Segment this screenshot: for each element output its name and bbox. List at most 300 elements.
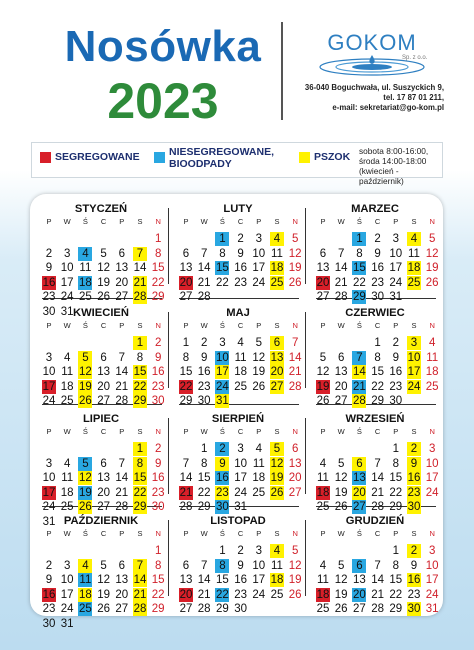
day-cell: 3 <box>219 337 226 349</box>
weekday-header: W <box>337 217 345 226</box>
day-cell: 26 <box>316 395 330 408</box>
day-cell: 13 <box>97 366 110 379</box>
weekday-header: P <box>183 427 189 436</box>
day-cell: 19 <box>78 486 92 499</box>
header <box>0 0 474 140</box>
day-cell: 11 <box>252 457 265 470</box>
day-cell: 10 <box>425 457 439 470</box>
weekday-header: Ś <box>82 217 88 226</box>
day-cell: 12 <box>316 366 330 379</box>
day-cell: 2 <box>237 233 244 245</box>
day-cell: 21 <box>115 486 129 499</box>
day-cell: 20 <box>115 588 129 601</box>
day-cell: 3 <box>255 233 262 245</box>
legend-pszok-label: PSZOK <box>314 151 351 163</box>
day-cell: 9 <box>392 351 399 364</box>
month-block <box>170 404 306 514</box>
day-cell: 2 <box>374 233 381 245</box>
day-cell: 30 <box>42 306 56 318</box>
weekday-header: S <box>274 217 280 226</box>
calendar-card <box>30 194 443 630</box>
day-cell: 3 <box>255 545 262 557</box>
day-cell: 16 <box>371 262 384 275</box>
day-cell: 4 <box>63 351 71 364</box>
day-cell: 12 <box>252 351 266 364</box>
weekday-header: N <box>155 427 161 436</box>
day-cell: 11 <box>426 351 439 364</box>
day-cell: 16 <box>197 366 211 379</box>
day-cell: 9 <box>215 457 229 471</box>
day-cell: 13 <box>115 574 129 587</box>
day-cell: 7 <box>200 559 208 572</box>
day-cell: 13 <box>179 262 193 275</box>
day-cell: 8 <box>374 351 381 364</box>
day-cell: 18 <box>425 366 439 379</box>
legend-pszok <box>299 151 350 163</box>
day-cell: 16 <box>215 472 229 485</box>
day-cell: 27 <box>115 291 129 304</box>
day-cell: 15 <box>197 472 211 485</box>
day-cell: 7 <box>337 247 345 260</box>
day-cell: 27 <box>288 486 302 499</box>
day-cell: 13 <box>179 574 193 587</box>
weekday-header: W <box>63 217 71 226</box>
weekday-header: N <box>155 217 161 226</box>
page-title: Nosówka <box>64 22 262 71</box>
day-cell: 30 <box>42 618 56 630</box>
day-cell: 30 <box>151 501 165 514</box>
weekday-header: N <box>292 217 298 226</box>
day-cell: 24 <box>60 291 74 304</box>
day-cell: 11 <box>234 351 247 364</box>
day-cell: 30 <box>407 603 421 616</box>
month-name: MARZEC <box>351 203 399 215</box>
day-cell: 26 <box>252 380 266 393</box>
day-cell: 4 <box>270 232 284 246</box>
day-cell: 23 <box>234 588 247 601</box>
day-cell: 21 <box>133 588 147 601</box>
day-cell: 18 <box>407 262 421 275</box>
weekday-header: P <box>183 321 189 330</box>
day-cell: 22 <box>179 380 193 393</box>
day-cell: 18 <box>270 262 284 275</box>
weekday-header: Ś <box>82 529 88 538</box>
blue-swatch <box>154 152 165 163</box>
weekday-header: Ś <box>219 529 225 538</box>
day-cell: 4 <box>428 337 436 349</box>
day-cell: 10 <box>215 351 229 364</box>
weekday-header: W <box>200 427 208 436</box>
day-cell: 19 <box>97 276 110 289</box>
weekday-header: C <box>374 427 381 436</box>
day-cell: 1 <box>392 545 399 557</box>
weekday-header: N <box>292 321 298 330</box>
day-cell: 1 <box>219 545 226 557</box>
day-cell: 18 <box>270 574 284 587</box>
day-cell: 7 <box>200 247 208 260</box>
day-cell: 5 <box>319 351 327 364</box>
day-cell: 15 <box>215 262 229 275</box>
day-cell: 11 <box>79 262 92 275</box>
day-cell: 1 <box>352 232 366 246</box>
month-block <box>170 194 306 304</box>
day-cell: 16 <box>389 366 403 379</box>
day-cell: 6 <box>182 559 190 572</box>
day-cell: 20 <box>270 366 284 379</box>
weekday-header: S <box>411 321 417 330</box>
day-cell: 12 <box>288 247 302 260</box>
day-cell: 18 <box>316 588 330 601</box>
day-cell: 24 <box>407 380 421 393</box>
month-block <box>307 194 443 304</box>
weekday-header: C <box>100 321 107 330</box>
month-block <box>307 506 443 616</box>
weekday-header: C <box>237 217 244 226</box>
day-cell: 9 <box>45 574 53 587</box>
weekday-header: C <box>237 321 244 330</box>
day-cell: 15 <box>352 262 366 275</box>
day-cell: 11 <box>61 366 74 379</box>
day-cell: 19 <box>97 588 110 601</box>
day-cell: 16 <box>42 588 56 601</box>
day-cell: 4 <box>63 457 71 470</box>
weekday-header: P <box>256 217 262 226</box>
weekday-header: P <box>256 529 262 538</box>
day-cell: 6 <box>118 247 125 260</box>
day-cell: 6 <box>100 351 107 364</box>
day-cell: 23 <box>215 486 229 499</box>
water-wave-icon <box>312 55 432 79</box>
day-cell: 6 <box>270 336 284 350</box>
day-cell: 10 <box>60 262 74 275</box>
address-text: 36-040 Boguchwała, ul. Suszyckich 9, <box>304 83 444 92</box>
day-cell: 15 <box>389 574 403 587</box>
day-cell: 13 <box>288 457 302 470</box>
day-cell: 16 <box>234 574 247 587</box>
day-cell: 12 <box>270 457 284 470</box>
weekday-header: P <box>46 427 52 436</box>
day-cell: 14 <box>334 262 348 275</box>
day-cell: 26 <box>334 603 348 616</box>
day-cell: 20 <box>97 380 110 393</box>
day-cell: 23 <box>151 486 165 499</box>
day-cell: 16 <box>234 262 247 275</box>
day-cell: 17 <box>425 472 439 485</box>
day-cell: 4 <box>270 544 284 558</box>
weekday-header: P <box>320 427 326 436</box>
day-cell: 27 <box>115 603 129 616</box>
day-cell: 24 <box>234 486 247 499</box>
day-cell: 28 <box>352 395 366 408</box>
day-cell: 2 <box>407 442 421 456</box>
contact-info <box>288 83 444 113</box>
day-cell: 27 <box>270 380 284 393</box>
day-cell: 9 <box>154 351 162 364</box>
weekday-header: N <box>155 321 161 330</box>
hours-line2: środa 14:00-18:00 <box>359 156 427 166</box>
day-cell: 31 <box>60 618 74 630</box>
month-name: LUTY <box>223 203 253 215</box>
weekday-header: Ś <box>356 529 362 538</box>
weekday-header: C <box>237 529 244 538</box>
day-cell: 7 <box>352 351 366 365</box>
weekday-header: N <box>155 529 161 538</box>
weekday-header: S <box>137 529 143 538</box>
day-cell: 19 <box>288 262 302 275</box>
day-cell: 3 <box>63 247 71 260</box>
day-cell: 17 <box>425 574 439 587</box>
day-cell: 14 <box>352 366 366 379</box>
day-cell: 12 <box>334 472 348 485</box>
weekday-header: S <box>274 321 280 330</box>
day-cell: 23 <box>151 380 165 393</box>
day-cell: 19 <box>316 380 330 393</box>
day-cell: 30 <box>197 395 211 408</box>
day-cell: 6 <box>182 247 190 260</box>
day-cell: 22 <box>151 276 165 289</box>
day-cell: 27 <box>352 603 366 616</box>
day-cell: 17 <box>60 276 74 289</box>
day-cell: 15 <box>179 366 193 379</box>
day-cell: 11 <box>317 472 329 485</box>
day-cell: 7 <box>133 247 147 261</box>
hours-line3: (kwiecień - październik) <box>359 166 404 186</box>
day-cell: 3 <box>237 443 244 455</box>
weekday-header: P <box>393 321 399 330</box>
legend-segregated <box>40 151 140 163</box>
day-cell: 27 <box>97 395 110 408</box>
pszok-hours <box>359 146 442 186</box>
day-cell: 23 <box>389 380 403 393</box>
day-cell: 3 <box>45 457 53 470</box>
month-block <box>33 506 169 630</box>
day-cell: 29 <box>389 603 403 616</box>
month-block <box>170 298 306 408</box>
legend-unsegregated-line2: BIOODPADY <box>169 158 232 170</box>
day-cell: 27 <box>334 395 348 408</box>
day-cell: 20 <box>352 588 366 601</box>
legend-unsegregated <box>154 146 274 170</box>
month-block <box>170 506 306 616</box>
year-label: 2023 <box>107 73 219 129</box>
weekday-header: S <box>274 427 280 436</box>
day-cell: 16 <box>407 472 421 485</box>
weekday-header: N <box>429 427 435 436</box>
day-cell: 14 <box>371 472 384 485</box>
weekday-header: P <box>46 321 52 330</box>
day-cell: 21 <box>133 276 147 289</box>
day-cell: 5 <box>428 233 436 245</box>
weekday-header: C <box>100 217 107 226</box>
month-block <box>307 298 443 408</box>
day-cell: 20 <box>179 276 193 289</box>
weekday-header: P <box>320 321 326 330</box>
header-divider <box>281 22 283 120</box>
day-cell: 29 <box>215 603 229 616</box>
day-cell: 6 <box>337 351 345 364</box>
weekday-header: Ś <box>219 217 225 226</box>
day-cell: 24 <box>389 276 403 289</box>
day-cell: 27 <box>97 501 110 514</box>
day-cell: 8 <box>182 351 190 364</box>
day-cell: 6 <box>352 559 366 573</box>
day-cell: 6 <box>319 247 327 260</box>
day-cell: 14 <box>115 366 129 379</box>
day-cell: 1 <box>392 443 399 455</box>
weekday-header: W <box>63 321 71 330</box>
day-cell: 2 <box>200 337 208 349</box>
day-cell: 27 <box>179 291 193 304</box>
day-cell: 8 <box>215 559 229 573</box>
month-block <box>307 404 443 514</box>
day-cell: 26 <box>78 395 92 408</box>
weekday-header: S <box>137 427 143 436</box>
day-cell: 24 <box>425 588 439 601</box>
day-cell: 22 <box>215 276 229 289</box>
day-cell: 24 <box>252 276 266 289</box>
day-cell: 23 <box>234 276 247 289</box>
day-cell: 5 <box>100 247 107 260</box>
day-cell: 12 <box>97 262 110 275</box>
day-cell: 23 <box>407 486 421 499</box>
day-cell: 20 <box>97 486 110 499</box>
day-cell: 14 <box>115 472 129 485</box>
day-cell: 29 <box>179 395 193 408</box>
day-cell: 3 <box>407 336 421 350</box>
day-cell: 4 <box>319 559 327 572</box>
day-cell: 14 <box>197 574 211 587</box>
day-cell: 2 <box>45 559 53 572</box>
month-name: PAŹDZIERNIK <box>63 515 139 527</box>
day-cell: 1 <box>182 337 190 349</box>
day-cell: 17 <box>407 366 421 379</box>
day-cell: 16 <box>151 366 165 379</box>
day-cell: 21 <box>288 366 302 379</box>
day-cell: 28 <box>371 501 384 514</box>
weekday-header: P <box>256 427 262 436</box>
day-cell: 18 <box>234 366 247 379</box>
day-cell: 2 <box>407 544 421 558</box>
day-cell: 27 <box>316 291 330 304</box>
day-cell: 29 <box>151 603 165 616</box>
weekday-header: N <box>292 529 298 538</box>
red-swatch <box>40 152 51 163</box>
day-cell: 24 <box>252 588 266 601</box>
day-cell: 15 <box>215 574 229 587</box>
weekday-header: W <box>63 427 71 436</box>
day-cell: 29 <box>371 395 384 408</box>
day-cell: 28 <box>115 395 129 408</box>
day-cell: 19 <box>288 574 302 587</box>
day-cell: 9 <box>237 247 244 260</box>
month-block <box>33 298 169 408</box>
legend <box>31 142 443 186</box>
day-cell: 13 <box>97 472 110 485</box>
day-cell: 23 <box>371 276 384 289</box>
weekday-header: C <box>374 217 381 226</box>
day-cell: 16 <box>151 472 165 485</box>
day-cell: 20 <box>288 472 302 485</box>
day-cell: 25 <box>60 395 74 408</box>
day-cell: 28 <box>334 291 348 304</box>
day-cell: 2 <box>215 442 229 456</box>
day-cell: 13 <box>270 351 284 364</box>
day-cell: 20 <box>352 486 366 499</box>
day-cell: 29 <box>352 291 366 304</box>
day-cell: 10 <box>389 247 403 260</box>
day-cell: 10 <box>42 366 56 379</box>
day-cell: 23 <box>407 588 421 601</box>
day-cell: 6 <box>100 457 107 470</box>
weekday-header: W <box>200 321 208 330</box>
day-cell: 7 <box>374 457 381 470</box>
day-cell: 19 <box>270 472 284 485</box>
day-cell: 9 <box>374 247 381 260</box>
day-cell: 30 <box>371 291 384 304</box>
day-cell: 28 <box>115 501 129 514</box>
weekday-header: W <box>63 529 71 538</box>
day-cell: 3 <box>45 351 53 364</box>
day-cell: 28 <box>197 291 211 304</box>
month-name: STYCZEŃ <box>74 203 128 215</box>
day-cell: 30 <box>234 603 247 616</box>
day-cell: 1 <box>154 545 162 557</box>
day-cell: 17 <box>252 262 266 275</box>
weekday-header: P <box>183 217 189 226</box>
day-cell: 9 <box>154 457 162 470</box>
month-name: CZERWIEC <box>345 307 405 319</box>
day-cell: 10 <box>252 247 266 260</box>
day-cell: 14 <box>133 262 147 275</box>
day-cell: 26 <box>334 501 348 514</box>
day-cell: 14 <box>179 472 193 485</box>
day-cell: 12 <box>288 559 302 572</box>
weekday-header: W <box>337 321 345 330</box>
day-cell: 24 <box>42 501 56 514</box>
weekday-header: P <box>320 529 326 538</box>
weekday-header: N <box>429 321 435 330</box>
weekday-header: C <box>374 529 381 538</box>
day-cell: 8 <box>219 247 226 260</box>
day-cell: 13 <box>352 472 366 485</box>
day-cell: 18 <box>78 588 92 601</box>
day-cell: 21 <box>371 486 384 499</box>
day-cell: 8 <box>133 457 147 471</box>
day-cell: 18 <box>252 472 266 485</box>
day-cell: 23 <box>42 603 56 616</box>
day-cell: 9 <box>237 559 244 572</box>
day-cell: 5 <box>270 442 284 456</box>
day-cell: 2 <box>237 545 244 557</box>
day-cell: 31 <box>60 306 74 318</box>
day-cell: 13 <box>352 574 366 587</box>
weekday-header: P <box>119 217 125 226</box>
day-cell: 2 <box>45 247 53 260</box>
day-cell: 26 <box>288 588 302 601</box>
day-cell: 20 <box>334 380 348 393</box>
day-cell: 27 <box>352 501 366 514</box>
day-cell: 5 <box>337 559 345 572</box>
day-cell: 20 <box>316 276 330 289</box>
day-cell: 7 <box>118 351 125 364</box>
day-cell: 15 <box>151 574 165 587</box>
weekday-header: P <box>46 529 52 538</box>
day-cell: 8 <box>356 247 363 260</box>
weekday-header: P <box>119 427 125 436</box>
day-cell: 14 <box>371 574 384 587</box>
day-cell: 22 <box>133 380 147 393</box>
day-cell: 26 <box>425 276 439 289</box>
